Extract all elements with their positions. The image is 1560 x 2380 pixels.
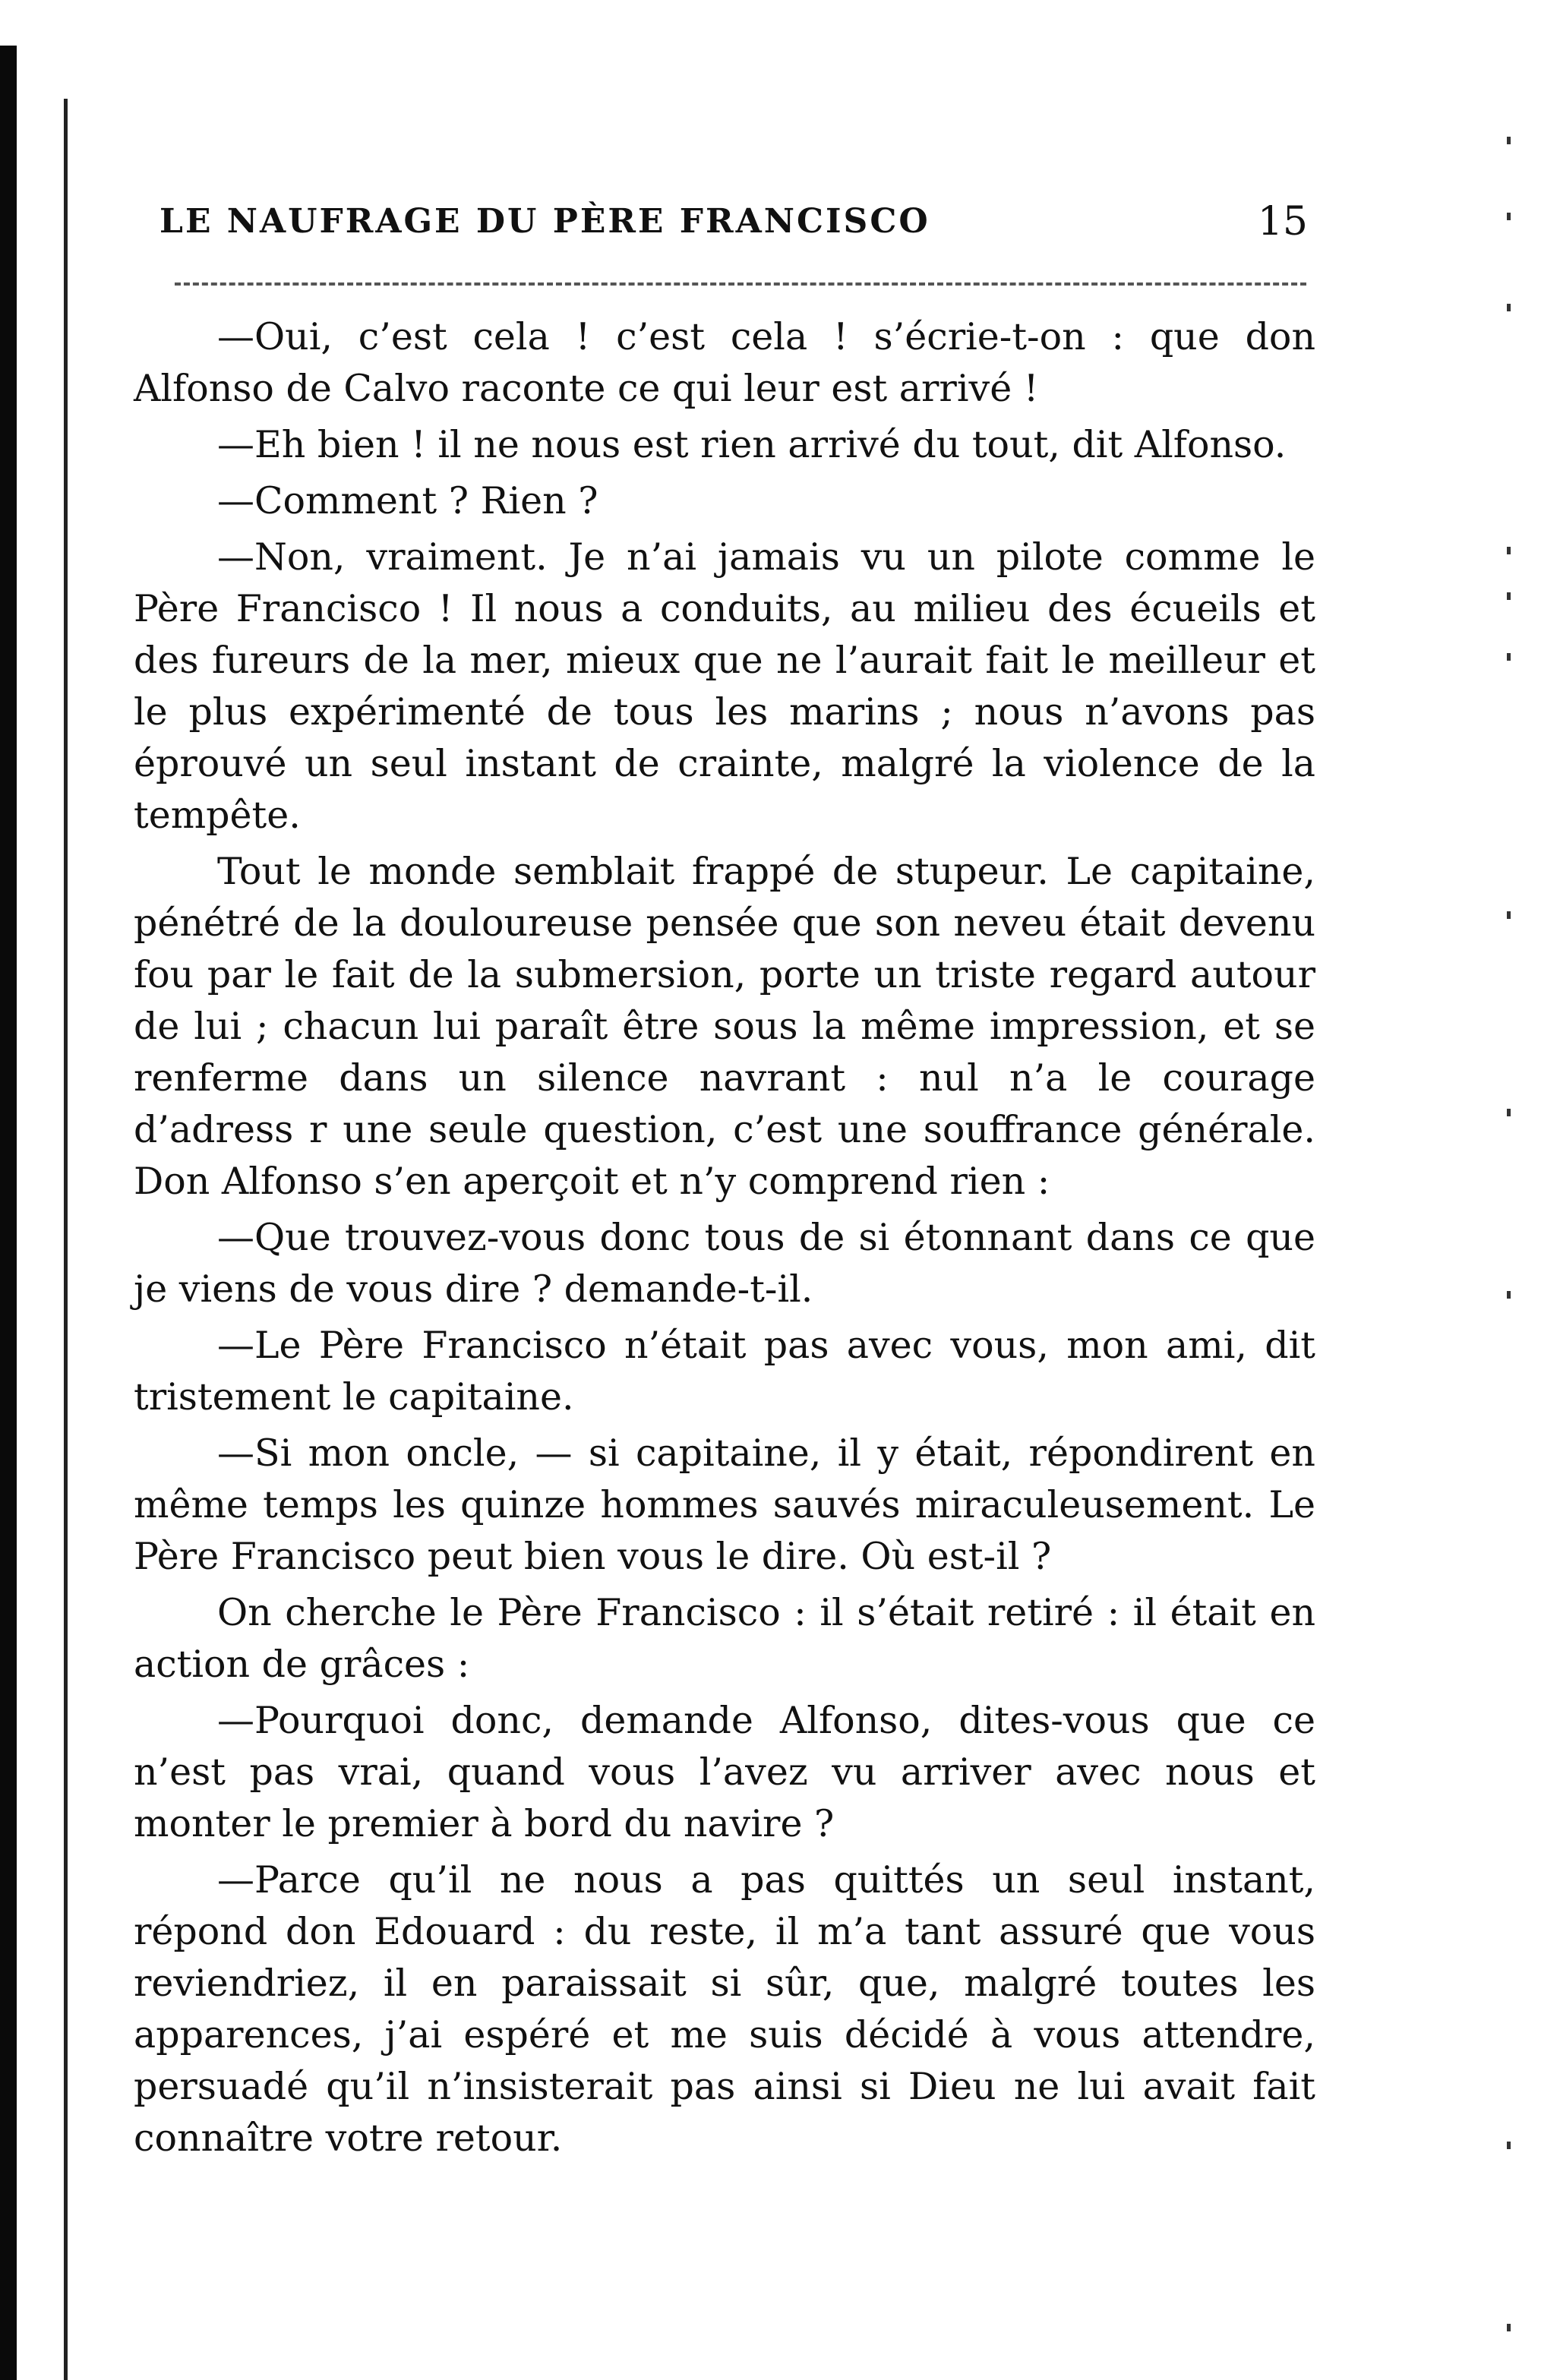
paragraph: —Si mon oncle, — si capitaine, il y était, répondirent en même temps les quinze hommes sauvés miraculeusement. Le Père Francisco peut bien vous le dire. Où est-il ? bbox=[134, 1431, 1315, 1578]
page-binding-line bbox=[64, 99, 68, 2380]
header-rule bbox=[175, 283, 1306, 286]
scan-speck bbox=[1507, 1109, 1511, 1116]
page-header bbox=[159, 199, 1308, 245]
scan-speck bbox=[1507, 2142, 1511, 2149]
page-binding-shadow bbox=[0, 46, 17, 2380]
scan-speck bbox=[1507, 911, 1511, 919]
scan-speck bbox=[1507, 592, 1511, 600]
scan-speck bbox=[1507, 1291, 1511, 1299]
running-title: LE NAUFRAGE DU PÈRE FRANCISCO bbox=[159, 202, 930, 241]
scan-speck bbox=[1507, 547, 1511, 554]
scan-speck bbox=[1507, 653, 1511, 661]
scan-speck bbox=[1507, 137, 1511, 144]
scan-speck bbox=[1507, 304, 1511, 311]
paragraph: —Parce qu’il ne nous a pas quittés un seul instant, répond don Edouard : du reste, il m’a tant assuré que vous reviendriez, il en paraissait si sûr, que, malgré toutes les apparences, j’ai espéré et me suis décidé à vous attendre, persuadé qu’il n’insisterait pas ainsi si Dieu ne lui avait fait connaître votre retour. bbox=[134, 1858, 1315, 2160]
paragraph: —Que trouvez-vous donc tous de si étonnant dans ce que je viens de vous dire ? demande-t-il. bbox=[134, 1216, 1315, 1311]
paragraph: —Oui, c’est cela ! c’est cela ! s’écrie-t-on : que don Alfonso de Calvo raconte ce qui leur est arrivé ! bbox=[134, 315, 1315, 410]
paragraph: —Eh bien ! il ne nous est rien arrivé du tout, dit Alfonso. bbox=[217, 423, 1287, 466]
paragraph: —Pourquoi donc, demande Alfonso, dites-vous que ce n’est pas vrai, quand vous l’avez vu arriver avec nous et monter le premier à bord du navire ? bbox=[134, 1699, 1315, 1845]
paragraph: On cherche le Père Francisco : il s’était retiré : il était en action de grâces : bbox=[134, 1591, 1315, 1686]
paragraph: Tout le monde semblait frappé de stupeur. Le capitaine, pénétré de la douloureuse pensée que son neveu était devenu fou par le fait de la submersion, porte un triste regard autour de lui ; chacun lui paraît être sous la même impression, et se renferme dans un silence navrant : nul n’a le courage d’adress r une seule question, c’est une souffrance générale. Don Alfonso s’en aperçoit et n’y comprend rien : bbox=[134, 850, 1315, 1203]
page-number: 15 bbox=[1257, 199, 1308, 245]
text-body bbox=[134, 311, 1315, 2169]
scan-speck bbox=[1507, 2324, 1511, 2331]
paragraph: —Le Père Francisco n’était pas avec vous, mon ami, dit tristement le capitaine. bbox=[134, 1324, 1315, 1419]
scan-speck bbox=[1507, 213, 1511, 220]
paragraph: —Non, vraiment. Je n’ai jamais vu un pilote comme le Père Francisco ! Il nous a conduits, au milieu des écueils et des fureurs de la mer, mieux que ne l’aurait fait le meilleur et le plus expérimenté de tous les marins ; nous n’avons pas éprouvé un seul instant de crainte, malgré la violence de la tempête. bbox=[134, 535, 1315, 837]
paragraph: —Comment ? Rien ? bbox=[217, 479, 598, 522]
scan-edge-specks bbox=[1507, 122, 1530, 2324]
